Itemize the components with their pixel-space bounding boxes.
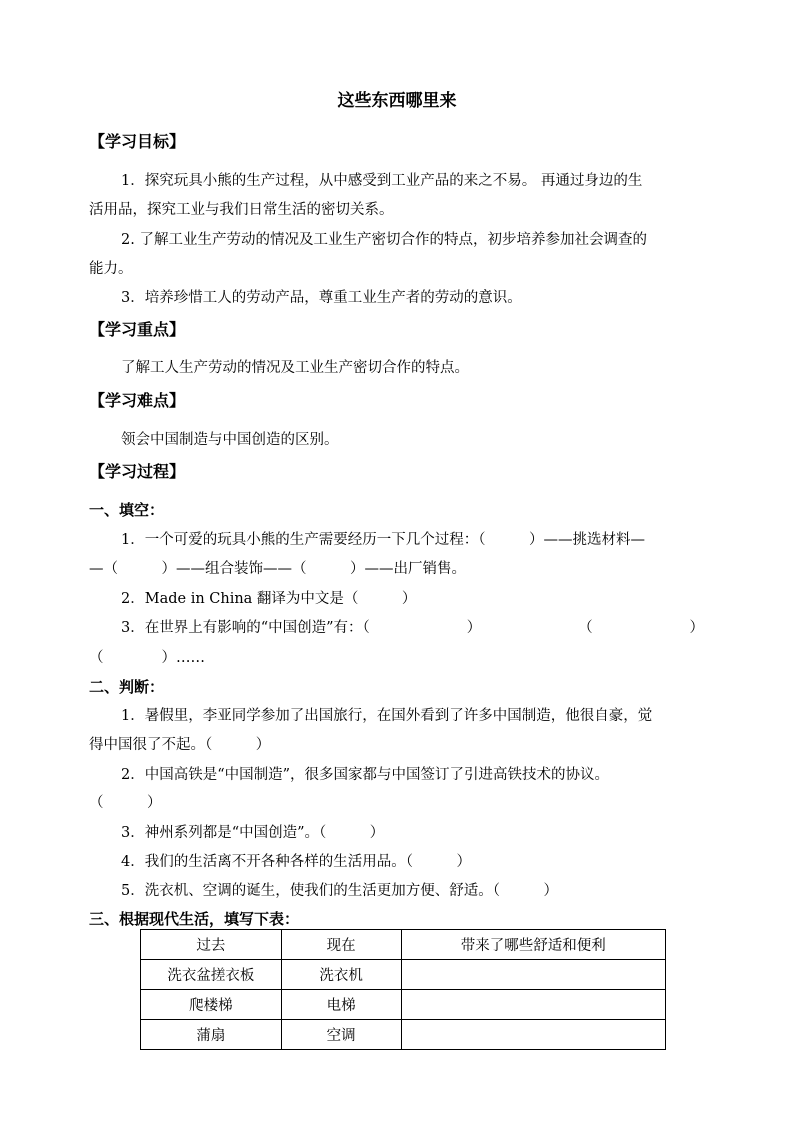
judge-4: 4．我们的生活离不开各种各样的生活用品。（ ） [121,854,471,870]
cell-now: 洗衣机 [281,960,401,990]
fill-heading: 一、填空： [89,501,165,519]
header-now: 现在 [281,930,401,960]
comparison-table [140,929,666,1050]
fill-q3-part-1: 3．在世界上有影响的“中国创造”有：（ [121,620,370,636]
judge-heading: 二、判断： [89,678,165,696]
cell-past: 洗衣盆搓衣板 [141,960,282,990]
fill-q3-line-2: （ ）…… [89,650,205,666]
judge-3: 3．神州系列都是“中国创造”。（ ） [121,825,385,841]
judge-2-line-2: （ ） [89,795,162,811]
judge-5: 5．洗衣机、空调的诞生，使我们的生活更加方便、舒适。（ ） [121,883,558,899]
cell-now: 电梯 [281,990,401,1020]
fill-q3-line-1 [121,616,704,637]
goal-1-line-2: 活用品，探究工业与我们日常生活的密切关系。 [89,202,394,218]
cell-past: 蒲扇 [141,1020,282,1050]
key-point-text: 了解工人生产劳动的情况及工业生产密切合作的特点。 [121,360,469,376]
fill-q3-part-4: ） [689,620,704,636]
goal-2-line-2: 能力。 [89,261,133,277]
fill-q2: 2．Made in China 翻译为中文是（ ） [121,591,417,607]
key-point-heading: 【学习重点】 [89,320,186,339]
cell-benefits[interactable] [401,1020,665,1050]
fill-q1-line-2: —（ ）——组合装饰——（ ）——出厂销售。 [89,561,466,577]
table-row [141,990,666,1020]
table-row [141,1020,666,1050]
goals-heading: 【学习目标】 [89,132,186,151]
cell-past: 爬楼梯 [141,990,282,1020]
goal-2-line-1: 2. 了解工业生产劳动的情况及工业生产密切合作的特点，初步培养参加社会调查的 [121,232,647,248]
header-benefits: 带来了哪些舒适和便利 [401,930,665,960]
table-header-row [141,930,666,960]
header-past: 过去 [141,930,282,960]
judge-2-line-1: 2．中国高铁是“中国制造”，很多国家都与中国签订了引进高铁技术的协议。 [121,767,610,783]
difficulty-text: 领会中国制造与中国创造的区别。 [121,432,339,448]
cell-benefits[interactable] [401,990,665,1020]
judge-1-line-2: 得中国很了不起。（ ） [89,737,271,753]
table-row [141,960,666,990]
process-heading: 【学习过程】 [89,462,186,481]
goal-3: 3．培养珍惜工人的劳动产品，尊重工业生产者的劳动的意识。 [121,290,522,306]
difficulty-heading: 【学习难点】 [89,391,186,410]
cell-benefits[interactable] [401,960,665,990]
fill-q3-part-2: ） [466,620,482,636]
judge-1-line-1: 1．暑假里，李亚同学参加了出国旅行，在国外看到了许多中国制造，他很自豪，觉 [121,708,653,724]
fill-q1-line-1: 1．一个可爱的玩具小熊的生产需要经历一下几个过程：（ ）——挑选材料— [121,532,645,548]
goal-1-line-1: 1．探究玩具小熊的生产过程，从中感受到工业产品的来之不易。 再通过身边的生 [121,173,643,189]
table-heading: 三、根据现代生活，填写下表： [89,910,300,928]
cell-now: 空调 [281,1020,401,1050]
page-title: 这些东西哪里来 [337,91,457,111]
fill-q3-part-3: （ [578,620,593,636]
